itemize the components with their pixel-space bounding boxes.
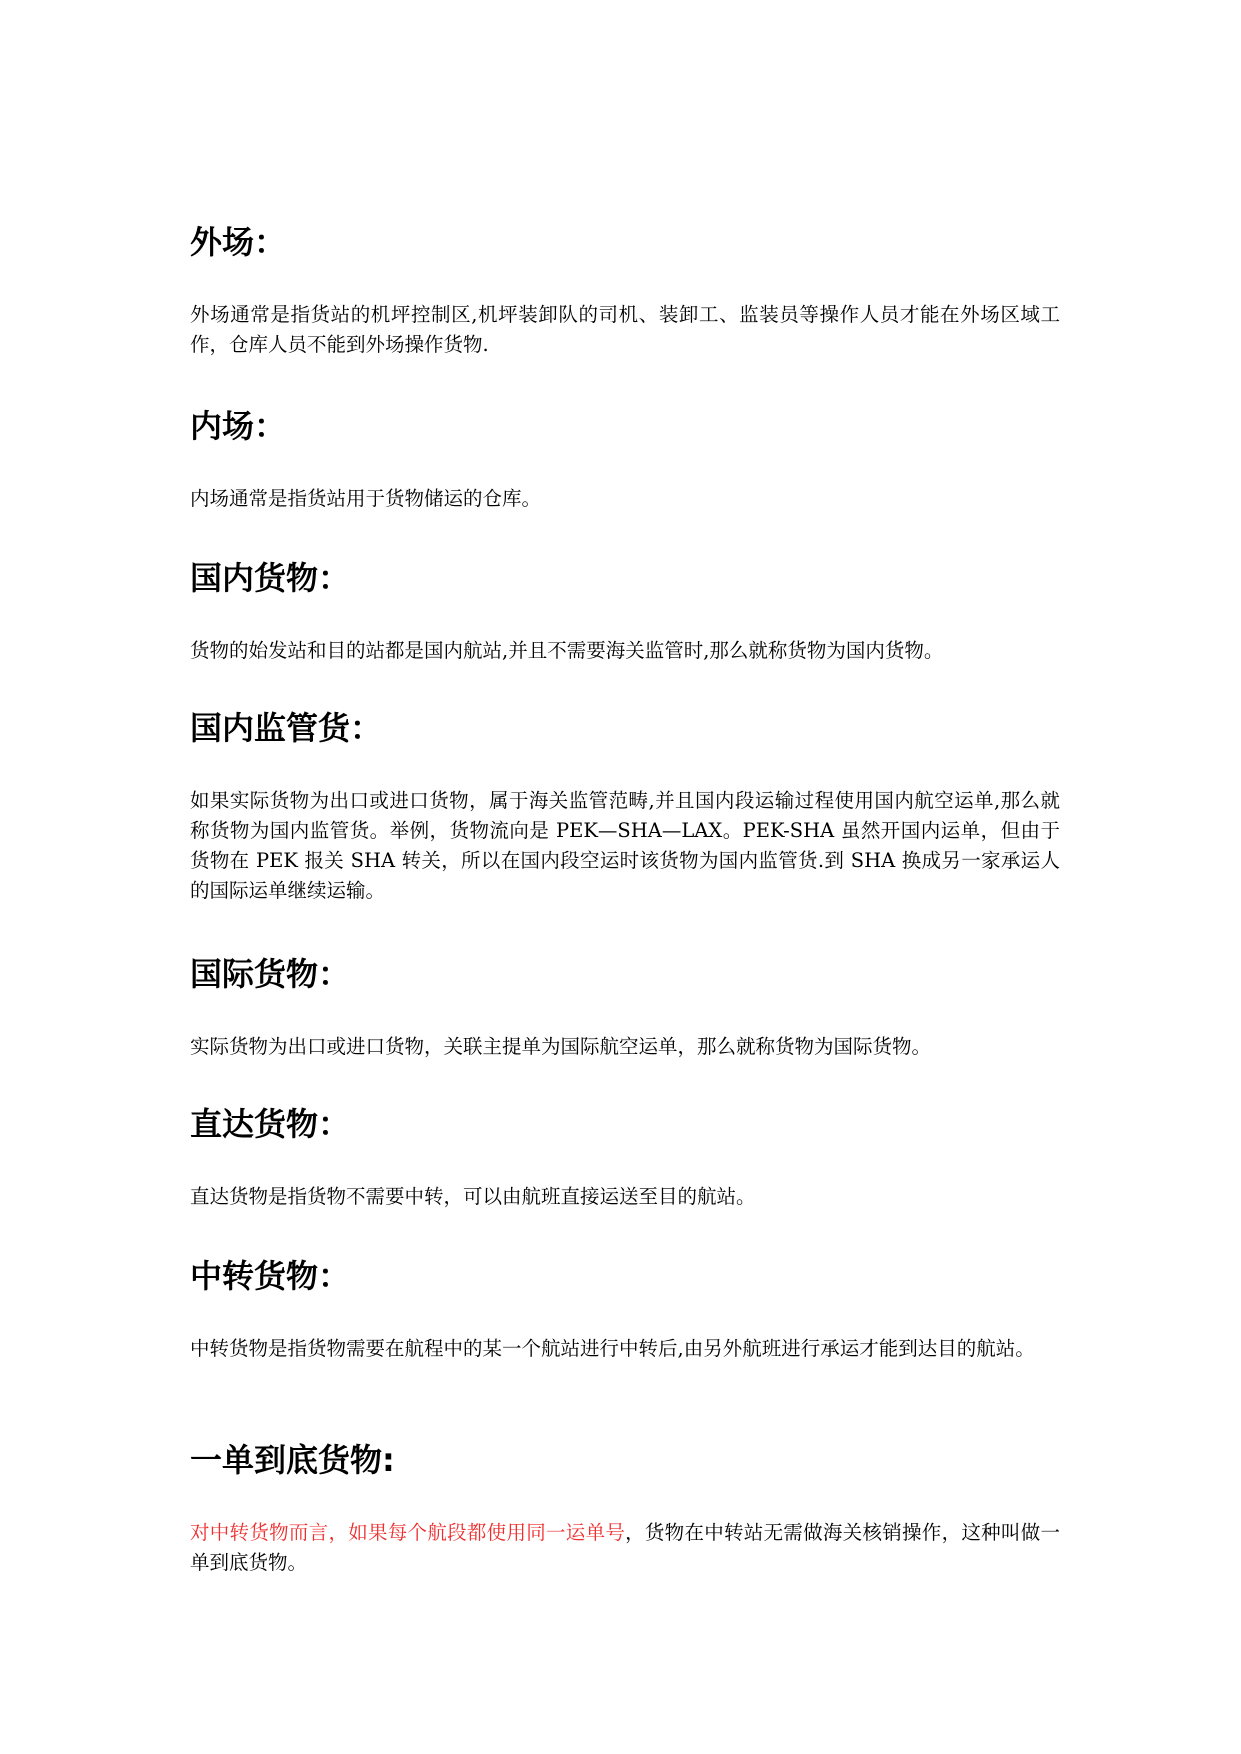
section-body-direct-cargo: 直达货物是指货物不需要中转，可以由航班直接运送至目的航站。 bbox=[190, 1185, 756, 1208]
section-body-outfield: 外场通常是指货站的机坪控制区,机坪装卸队的司机、装卸工、监装员等操作人员才能在外场区域工作，仓库人员不能到外场操作货物. bbox=[190, 303, 1060, 356]
section-title-direct-cargo: 直达货物： bbox=[190, 1105, 351, 1143]
section-body-infield: 内场通常是指货站用于货物储运的仓库。 bbox=[190, 487, 542, 510]
section-body-domestic-cargo: 货物的始发站和目的站都是国内航站,并且不需要海关监管时,那么就称货物为国内货物。 bbox=[190, 639, 944, 662]
section-body-transit-cargo: 中转货物是指货物需要在航程中的某一个航站进行中转后,由另外航班进行承运才能到达目的航站。 bbox=[190, 1337, 1035, 1360]
section-body-through-waybill-cargo bbox=[190, 1518, 1060, 1578]
section-body-domestic-bonded-cargo: 如果实际货物为出口或进口货物，属于海关监管范畴,并且国内段运输过程使用国内航空运单,那么就称货物为国内监管货。举例，货物流向是 PEK—SHA—LAX。PEK-SHA 虽然开国内运单，但由于货物在 PEK 报关 SHA 转关，所以在国内段空运时该货物为国内监管货.到 SHA 换成另一家承运人的国际运单继续运输。 bbox=[190, 789, 1060, 902]
section-title-outfield: 外场： bbox=[190, 223, 287, 261]
section-title-through-waybill-cargo: 一单到底货物: bbox=[190, 1441, 395, 1479]
section-title-domestic-cargo: 国内货物： bbox=[190, 559, 351, 597]
section-title-infield: 内场： bbox=[190, 407, 287, 445]
highlighted-text: 对中转货物而言，如果每个航段都使用同一运单号 bbox=[190, 1521, 626, 1544]
section-title-domestic-bonded-cargo: 国内监管货： bbox=[190, 709, 383, 747]
section-title-transit-cargo: 中转货物： bbox=[190, 1257, 351, 1295]
section-body-international-cargo: 实际货物为出口或进口货物，关联主提单为国际航空运单，那么就称货物为国际货物。 bbox=[190, 1035, 932, 1058]
section-title-international-cargo: 国际货物： bbox=[190, 955, 351, 993]
body-text: ，货物在中转站无需做海关核销操作，这种叫做一单到底货物。 bbox=[190, 1521, 1060, 1574]
